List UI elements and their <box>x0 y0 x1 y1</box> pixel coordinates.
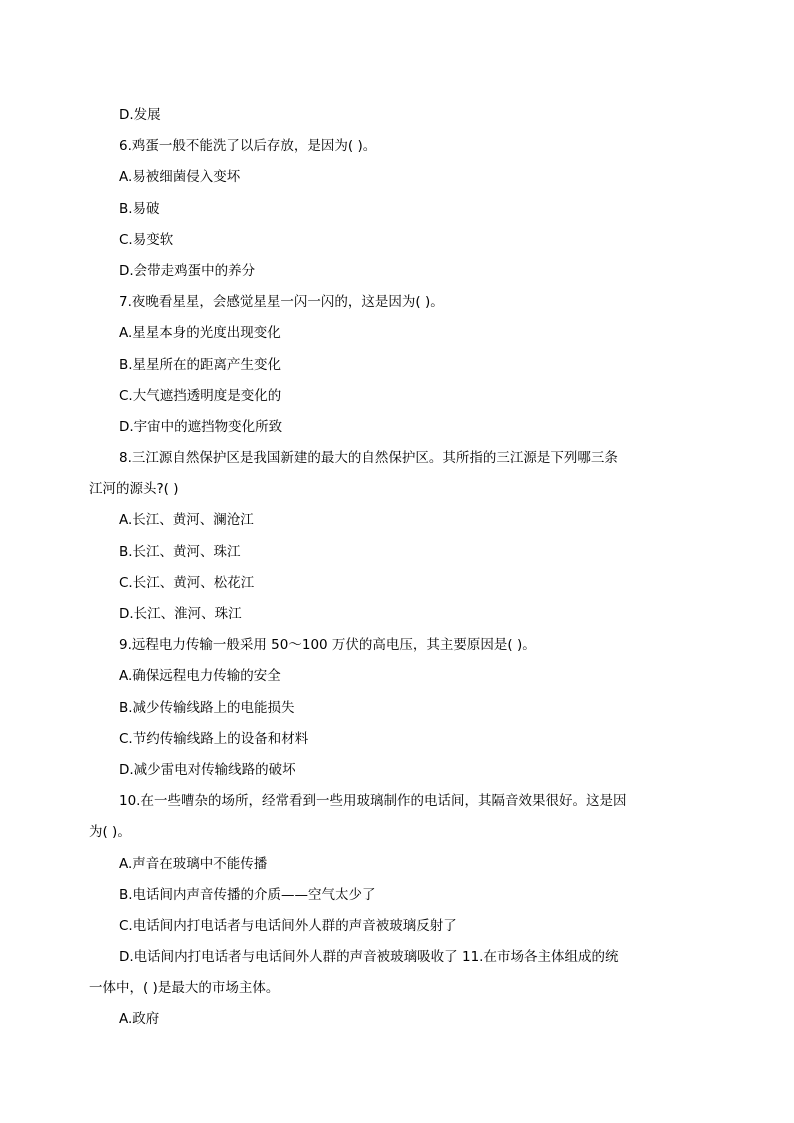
indent-highlight <box>89 357 117 375</box>
text-line <box>119 786 679 817</box>
text-line <box>119 131 679 162</box>
text-line <box>119 318 679 349</box>
indent-highlight <box>89 263 117 281</box>
text-line <box>119 849 679 880</box>
line-text: C.节约传输线路上的设备和材料 <box>119 730 309 747</box>
text-line <box>119 287 679 318</box>
text-line <box>119 256 679 287</box>
line-text: D.减少雷电对传输线路的破坏 <box>119 761 296 778</box>
text-line <box>119 661 679 692</box>
document-body <box>89 100 679 1036</box>
text-line <box>119 443 679 474</box>
text-line <box>119 724 679 755</box>
indent-highlight <box>89 138 117 156</box>
line-text: A.确保远程电力传输的安全 <box>119 668 281 685</box>
line-text: B.易破 <box>119 200 160 217</box>
text-line <box>119 194 679 225</box>
text-line <box>119 505 679 536</box>
line-text: C.大气遮挡透明度是变化的 <box>119 387 282 404</box>
indent-highlight <box>89 544 117 562</box>
indent-highlight <box>89 419 117 437</box>
indent-highlight <box>89 918 117 936</box>
text-line-continuation <box>89 973 679 1004</box>
indent-highlight <box>89 606 117 624</box>
text-line <box>119 630 679 661</box>
line-text: C.长江、黄河、松花江 <box>119 574 255 591</box>
indent-highlight <box>89 793 117 811</box>
line-text: 6.鸡蛋一般不能洗了以后存放，是因为( )。 <box>119 138 377 155</box>
text-line <box>119 537 679 568</box>
text-line-continuation <box>89 474 679 505</box>
line-text: A.声音在玻璃中不能传播 <box>119 855 268 872</box>
line-text: D.会带走鸡蛋中的养分 <box>119 262 256 279</box>
text-line <box>119 1004 679 1035</box>
text-line-continuation <box>89 817 679 848</box>
indent-highlight <box>89 201 117 219</box>
line-text: 10.在一些嘈杂的场所，经常看到一些用玻璃制作的电话间，其隔音效果很好。这是因 <box>119 793 627 810</box>
indent-highlight <box>89 325 117 343</box>
text-line <box>119 942 679 973</box>
line-text: B.电话间内声音传播的介质——空气太少了 <box>119 886 376 903</box>
line-text: B.星星所在的距离产生变化 <box>119 356 282 373</box>
text-line <box>119 350 679 381</box>
line-text: D.长江、淮河、珠江 <box>119 606 242 622</box>
indent-highlight <box>89 232 117 250</box>
line-text: A.长江、黄河、澜沧江 <box>119 512 254 529</box>
line-text: C.电话间内打电话者与电话间外人群的声音被玻璃反射了 <box>119 917 457 934</box>
text-line <box>119 599 679 630</box>
text-line <box>119 100 679 131</box>
line-text: C.易变软 <box>119 231 174 248</box>
line-text: D.电话间内打电话者与电话间外人群的声音被玻璃吸收了 11.在市场各主体组成的统 <box>119 949 619 966</box>
line-text: D.宇宙中的遮挡物变化所致 <box>119 418 283 435</box>
indent-highlight <box>89 294 117 312</box>
text-line <box>119 225 679 256</box>
indent-highlight <box>89 575 117 593</box>
indent-highlight <box>89 887 117 905</box>
line-text: A.政府 <box>119 1011 160 1028</box>
line-text: 为( )。 <box>89 824 131 841</box>
indent-highlight <box>89 949 117 967</box>
indent-highlight <box>89 762 117 780</box>
line-text: 一体中，( )是最大的市场主体。 <box>89 980 280 997</box>
text-line <box>119 381 679 412</box>
text-line <box>119 755 679 786</box>
indent-highlight <box>89 700 117 718</box>
line-text: D.发展 <box>119 107 161 123</box>
indent-highlight <box>89 1011 117 1029</box>
line-text: 9.远程电力传输一般采用 50～100 万伏的高电压，其主要原因是( )。 <box>119 637 536 654</box>
text-line <box>119 911 679 942</box>
line-text: A.星星本身的光度出现变化 <box>119 325 281 342</box>
line-text: B.减少传输线路上的电能损失 <box>119 699 295 716</box>
indent-highlight <box>89 637 117 655</box>
indent-highlight <box>89 731 117 749</box>
text-line <box>119 693 679 724</box>
indent-highlight <box>89 107 117 125</box>
line-text: 江河的源头?( ) <box>89 481 179 498</box>
indent-highlight <box>89 450 117 468</box>
text-line <box>119 162 679 193</box>
indent-highlight <box>89 668 117 686</box>
text-line <box>119 568 679 599</box>
line-text: A.易被细菌侵入变坏 <box>119 169 241 186</box>
indent-highlight <box>89 512 117 530</box>
line-text: B.长江、黄河、珠江 <box>119 543 241 560</box>
line-text: 8.三江源自然保护区是我国新建的最大的自然保护区。其所指的三江源是下列哪三条 <box>119 450 618 467</box>
line-text: 7.夜晚看星星，会感觉星星一闪一闪的，这是因为( )。 <box>119 294 444 311</box>
indent-highlight <box>89 856 117 874</box>
indent-highlight <box>89 388 117 406</box>
text-line <box>119 880 679 911</box>
indent-highlight <box>89 169 117 187</box>
text-line <box>119 412 679 443</box>
